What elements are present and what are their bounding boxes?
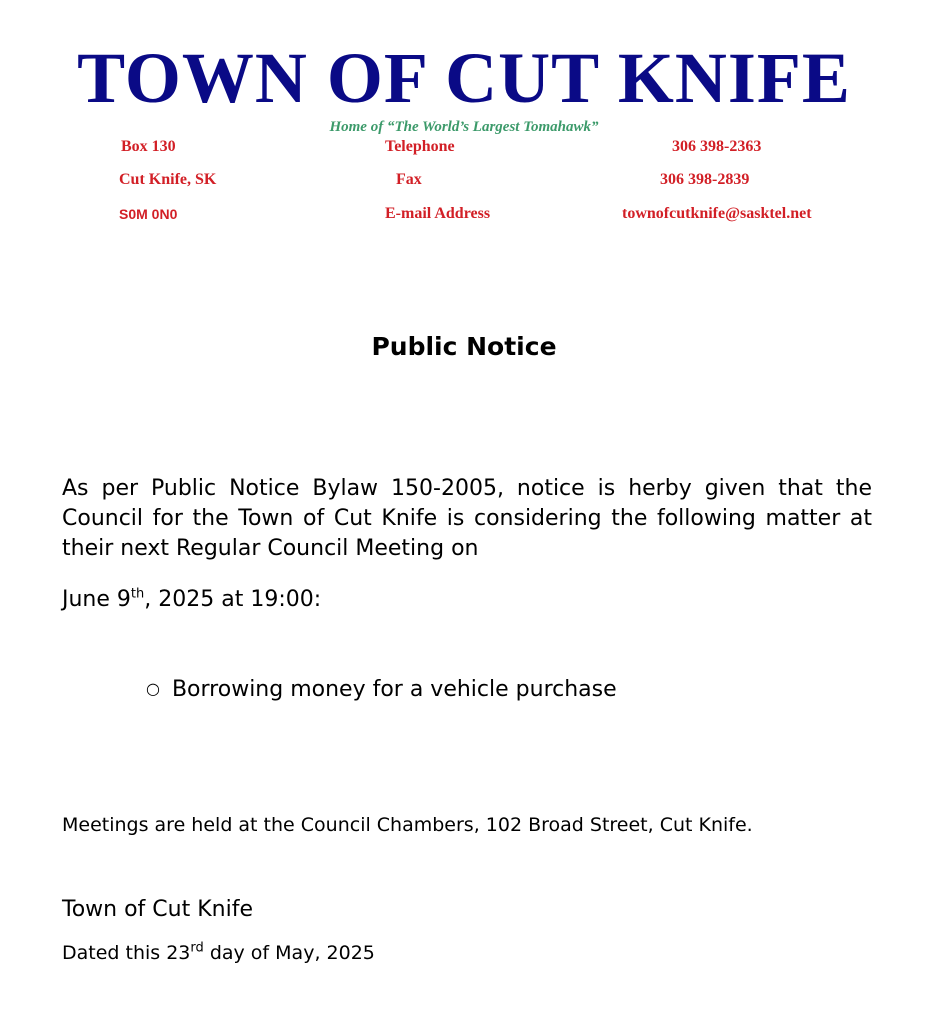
telephone-number: 306 398-2363 [672,138,762,155]
list-item-text: Borrowing money for a vehicle purchase [171,677,617,702]
meeting-date-suffix: th [130,586,145,602]
contact-postal-code: S0M 0N0 [119,206,178,222]
meeting-date-month: June 9 [62,587,131,612]
bullet-circle-icon: ○ [146,679,160,698]
signature: Town of Cut Knife [62,897,253,922]
dated-rest: day of May, 2025 [203,942,375,964]
dated-suffix: rd [190,940,204,956]
contact-town: Cut Knife, SK [119,171,217,188]
meeting-date [62,585,321,615]
list-item [146,674,617,705]
town-title: TOWN OF CUT KNIFE [77,38,851,118]
contact-box: Box 130 [121,138,176,155]
email-address[interactable]: townofcutknife@sasktel.net [622,205,812,222]
notice-heading: Public Notice [371,332,557,361]
fax-number: 306 398-2839 [660,171,750,188]
dated-line [62,940,375,966]
fax-label: Fax [396,171,422,188]
telephone-label: Telephone [385,138,455,155]
email-label: E-mail Address [385,205,491,222]
meeting-date-rest: , 2025 at 19:00: [144,587,322,612]
notice-intro: As per Public Notice Bylaw 150-2005, notice is herby given that the Council for the Town of Cut Knife is considering the following matter at their next Regular Council Meeting on [62,476,872,561]
town-tagline: Home of “The World’s Largest Tomahawk” [329,119,599,135]
dated-prefix: Dated this 23 [62,942,191,964]
meetings-location: Meetings are held at the Council Chambers, 102 Broad Street, Cut Knife. [62,814,753,836]
